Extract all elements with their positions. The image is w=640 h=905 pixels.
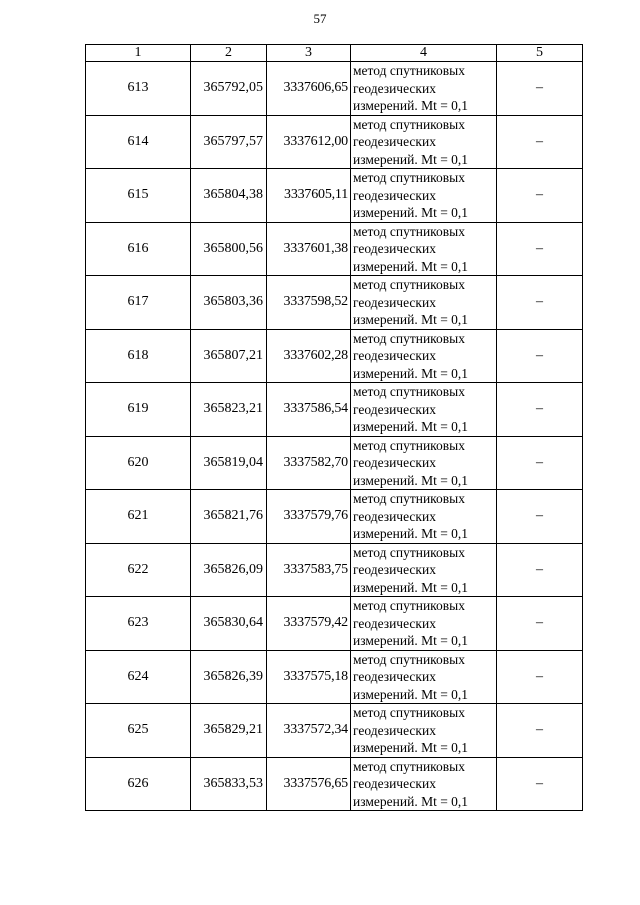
method-line: измерений. Mt = 0,1 [353, 472, 469, 488]
x-coordinate-cell: 365800,56 [191, 222, 267, 276]
y-coordinate-cell: 3337583,75 [267, 543, 351, 597]
y-coordinate-cell: 3337582,70 [267, 436, 351, 490]
x-coordinate-cell: 365826,09 [191, 543, 267, 597]
note-cell: – [497, 62, 583, 116]
header-cell-5: 5 [497, 45, 583, 62]
header-cell-2: 2 [191, 45, 267, 62]
table-row [86, 383, 583, 437]
header-cell-4: 4 [351, 45, 497, 62]
table-row [86, 490, 583, 544]
method-line: геодезических [353, 348, 436, 363]
method-cell [351, 490, 497, 544]
method-cell [351, 115, 497, 169]
method-line: метод спутниковых [353, 705, 465, 720]
x-coordinate-cell: 365797,57 [191, 115, 267, 169]
method-cell [351, 169, 497, 223]
header-cell-3: 3 [267, 45, 351, 62]
method-line: измерений. Mt = 0,1 [353, 526, 469, 541]
method-line: метод спутниковых [353, 651, 465, 667]
point-number-cell: 621 [86, 490, 191, 544]
method-cell [351, 650, 497, 704]
point-number-cell: 620 [86, 436, 191, 490]
table-row [86, 222, 583, 276]
table-row [86, 115, 583, 169]
method-cell [351, 62, 497, 116]
method-line: измерений. Mt = 0,1 [353, 98, 469, 113]
table-row [86, 704, 583, 758]
x-coordinate-cell: 365792,05 [191, 62, 267, 116]
method-line: измерений. Mt = 0,1 [353, 419, 469, 434]
method-line: геодезических [353, 776, 436, 791]
y-coordinate-cell: 3337572,34 [267, 704, 351, 758]
method-line: метод спутниковых [353, 170, 465, 185]
method-line: геодезических [353, 294, 436, 310]
note-cell: – [497, 329, 583, 383]
point-number-cell: 615 [86, 169, 191, 223]
x-coordinate-cell: 365830,64 [191, 597, 267, 651]
x-coordinate-cell: 365823,21 [191, 383, 267, 437]
x-coordinate-cell: 365803,36 [191, 276, 267, 330]
method-cell [351, 597, 497, 651]
table-header [86, 45, 583, 62]
y-coordinate-cell: 3337576,65 [267, 757, 351, 811]
y-coordinate-cell: 3337579,76 [267, 490, 351, 544]
table-row [86, 169, 583, 223]
method-line: измерений. Mt = 0,1 [353, 686, 469, 702]
x-coordinate-cell: 365819,04 [191, 436, 267, 490]
method-line: геодезических [353, 401, 436, 417]
method-line: измерений. Mt = 0,1 [353, 151, 469, 167]
note-cell: – [497, 650, 583, 704]
x-coordinate-cell: 365829,21 [191, 704, 267, 758]
method-line: метод спутниковых [353, 277, 465, 292]
point-number-cell: 623 [86, 597, 191, 651]
method-line: измерений. Mt = 0,1 [353, 205, 469, 220]
header-row [86, 45, 583, 62]
note-cell: – [497, 383, 583, 437]
y-coordinate-cell: 3337579,42 [267, 597, 351, 651]
y-coordinate-cell: 3337601,38 [267, 222, 351, 276]
y-coordinate-cell: 3337605,11 [267, 169, 351, 223]
note-cell: – [497, 490, 583, 544]
method-cell [351, 222, 497, 276]
method-line: метод спутниковых [353, 491, 465, 506]
point-number-cell: 619 [86, 383, 191, 437]
method-line: геодезических [353, 187, 436, 203]
method-line: геодезических [353, 669, 436, 684]
method-line: измерений. Mt = 0,1 [353, 740, 469, 755]
page-number: 57 [313, 11, 327, 26]
method-line: метод спутниковых [353, 384, 465, 399]
method-line: геодезических [353, 508, 436, 524]
table-row [86, 543, 583, 597]
point-number-cell: 626 [86, 757, 191, 811]
point-number-cell: 618 [86, 329, 191, 383]
method-line: метод спутниковых [353, 330, 465, 346]
x-coordinate-cell: 365826,39 [191, 650, 267, 704]
coordinates-table [85, 44, 583, 811]
header-cell-1: 1 [86, 45, 191, 62]
method-line: геодезических [353, 80, 436, 96]
method-line: метод спутниковых [353, 223, 465, 239]
point-number-cell: 614 [86, 115, 191, 169]
note-cell: – [497, 169, 583, 223]
note-cell: – [497, 704, 583, 758]
method-line: измерений. Mt = 0,1 [353, 258, 469, 274]
y-coordinate-cell: 3337612,00 [267, 115, 351, 169]
note-cell: – [497, 115, 583, 169]
point-number-cell: 616 [86, 222, 191, 276]
table-row [86, 597, 583, 651]
method-line: геодезических [353, 615, 436, 631]
method-line: метод спутниковых [353, 437, 465, 453]
method-line: измерений. Mt = 0,1 [353, 365, 469, 381]
method-cell [351, 543, 497, 597]
point-number-cell: 617 [86, 276, 191, 330]
table-row [86, 276, 583, 330]
note-cell: – [497, 436, 583, 490]
method-line: измерений. Mt = 0,1 [353, 793, 469, 809]
point-number-cell: 622 [86, 543, 191, 597]
table-row [86, 650, 583, 704]
note-cell: – [497, 222, 583, 276]
method-cell [351, 757, 497, 811]
method-cell [351, 329, 497, 383]
method-line: измерений. Mt = 0,1 [353, 312, 469, 327]
y-coordinate-cell: 3337606,65 [267, 62, 351, 116]
method-line: геодезических [353, 722, 436, 738]
method-line: геодезических [353, 562, 436, 577]
method-line: метод спутниковых [353, 63, 465, 78]
x-coordinate-cell: 365807,21 [191, 329, 267, 383]
x-coordinate-cell: 365833,53 [191, 757, 267, 811]
point-number-cell: 613 [86, 62, 191, 116]
table-row [86, 757, 583, 811]
method-line: измерений. Mt = 0,1 [353, 633, 469, 648]
method-line: метод спутниковых [353, 116, 465, 132]
table-row [86, 62, 583, 116]
y-coordinate-cell: 3337586,54 [267, 383, 351, 437]
note-cell: – [497, 757, 583, 811]
x-coordinate-cell: 365821,76 [191, 490, 267, 544]
note-cell: – [497, 276, 583, 330]
method-line: метод спутниковых [353, 544, 465, 560]
point-number-cell: 625 [86, 704, 191, 758]
method-line: измерений. Mt = 0,1 [353, 579, 469, 595]
table-body [86, 62, 583, 811]
y-coordinate-cell: 3337602,28 [267, 329, 351, 383]
table-row [86, 436, 583, 490]
method-cell [351, 276, 497, 330]
method-cell [351, 383, 497, 437]
method-line: геодезических [353, 134, 436, 149]
method-line: метод спутниковых [353, 598, 465, 613]
table-row [86, 329, 583, 383]
method-line: метод спутниковых [353, 758, 465, 774]
point-number-cell: 624 [86, 650, 191, 704]
method-cell [351, 704, 497, 758]
y-coordinate-cell: 3337575,18 [267, 650, 351, 704]
x-coordinate-cell: 365804,38 [191, 169, 267, 223]
y-coordinate-cell: 3337598,52 [267, 276, 351, 330]
note-cell: – [497, 597, 583, 651]
method-line: геодезических [353, 455, 436, 470]
method-line: геодезических [353, 241, 436, 256]
method-cell [351, 436, 497, 490]
note-cell: – [497, 543, 583, 597]
